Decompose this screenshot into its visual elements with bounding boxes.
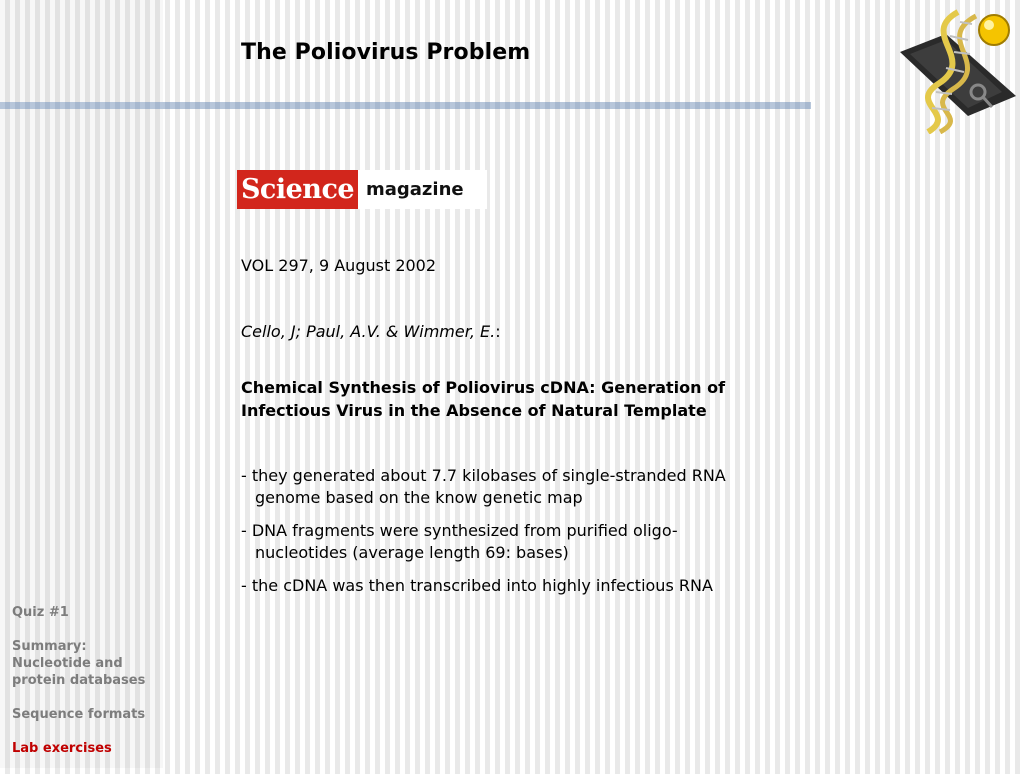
authors-line — [241, 322, 501, 341]
slide-title: The Poliovirus Problem — [241, 40, 531, 65]
bullet-line-continued: genome based on the know genetic map — [255, 488, 583, 507]
paper-title: Chemical Synthesis of Poliovirus cDNA: Generation of Infectious Virus in the Absence of Natural Template — [241, 378, 726, 420]
bullet-item — [241, 575, 821, 597]
slide-navigation — [12, 604, 145, 774]
nav-item-summary[interactable]: Summary: Nucleotide and protein databases — [12, 639, 146, 688]
bullet-line: - DNA fragments were synthesized from purified oligo- — [241, 521, 678, 540]
bullet-item — [241, 465, 821, 509]
dna-helix-icon — [898, 4, 1018, 134]
title-divider — [0, 102, 811, 109]
authors-colon: : — [495, 322, 501, 341]
magazine-wordmark: magazine — [366, 179, 464, 200]
bullet-list — [241, 465, 821, 608]
bullet-line: - the cDNA was then transcribed into highly infectious RNA — [241, 576, 713, 595]
science-magazine-logo — [237, 170, 487, 209]
bullet-item — [241, 520, 821, 564]
bullet-line: - they generated about 7.7 kilobases of single-stranded RNA — [241, 466, 726, 485]
nav-item-quiz[interactable]: Quiz #1 — [12, 605, 69, 620]
science-wordmark: Science — [237, 170, 358, 209]
nav-item-sequence-formats[interactable]: Sequence formats — [12, 707, 146, 722]
bullet-line-continued: nucleotides (average length 69: bases) — [255, 543, 569, 562]
nav-item-lab-exercises[interactable]: Lab exercises — [12, 741, 112, 756]
author-names: Cello, J; Paul, A.V. & Wimmer, E. — [241, 322, 496, 341]
volume-line: VOL 297, 9 August 2002 — [241, 256, 437, 275]
